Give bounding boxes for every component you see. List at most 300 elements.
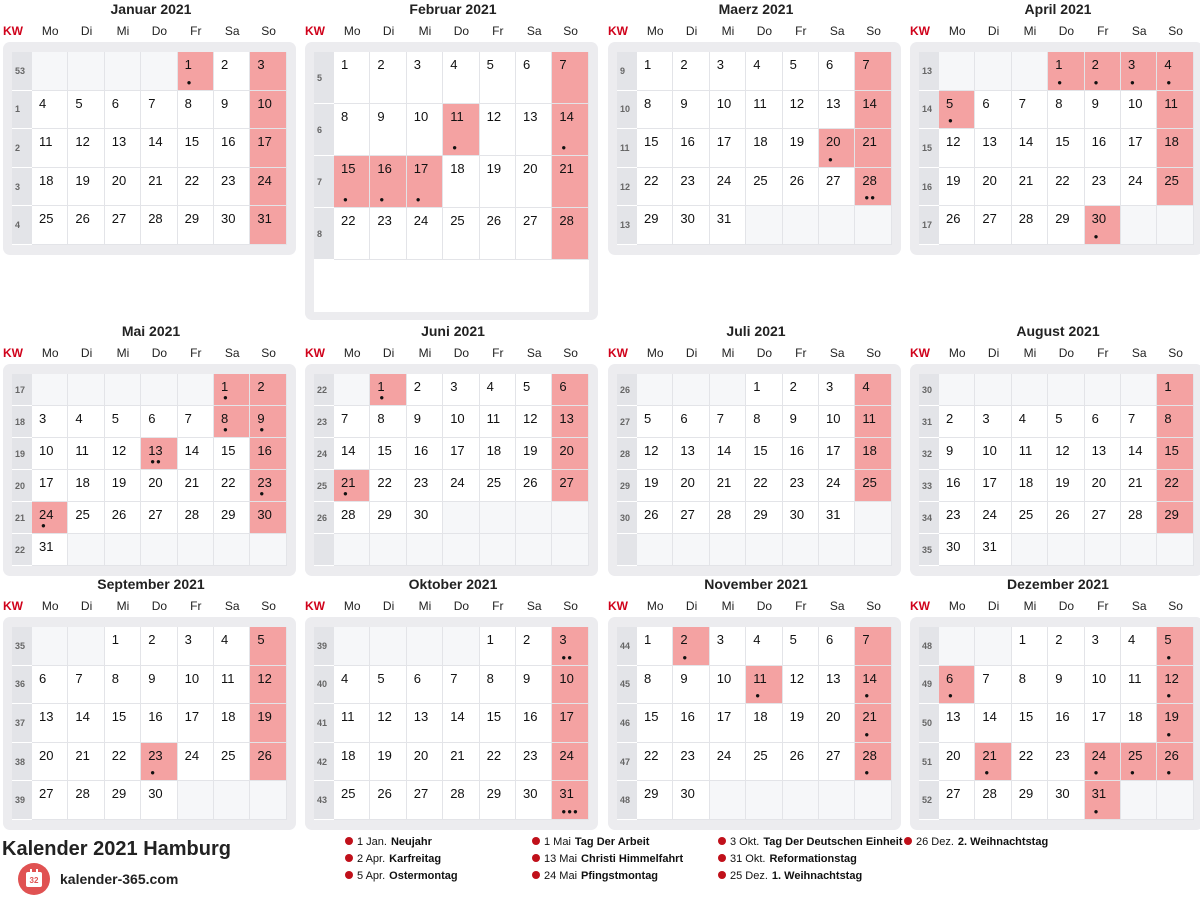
day-cell[interactable]: [141, 502, 177, 534]
holiday-day-cell[interactable]: [552, 208, 588, 260]
day-cell[interactable]: [1012, 91, 1048, 130]
holiday-day-cell[interactable]: [250, 666, 286, 705]
day-cell[interactable]: [480, 374, 516, 406]
day-cell[interactable]: [178, 502, 214, 534]
day-cell[interactable]: [975, 129, 1011, 168]
holiday-day-cell[interactable]: [250, 374, 286, 406]
day-cell[interactable]: [637, 704, 673, 743]
day-cell[interactable]: [939, 168, 975, 207]
holiday-day-cell[interactable]: [552, 374, 588, 406]
day-cell[interactable]: [673, 129, 709, 168]
day-cell[interactable]: [939, 438, 975, 470]
holiday-day-cell[interactable]: [552, 438, 588, 470]
day-cell[interactable]: [516, 52, 552, 104]
holiday-day-cell[interactable]: [552, 743, 588, 782]
day-cell[interactable]: [516, 627, 552, 666]
day-cell[interactable]: [746, 743, 782, 782]
day-cell[interactable]: [407, 104, 443, 156]
day-cell[interactable]: [370, 502, 406, 534]
day-cell[interactable]: [939, 406, 975, 438]
day-cell[interactable]: [214, 52, 250, 91]
day-cell[interactable]: [746, 704, 782, 743]
day-cell[interactable]: [214, 438, 250, 470]
day-cell[interactable]: [1121, 627, 1157, 666]
day-cell[interactable]: [819, 470, 855, 502]
day-cell[interactable]: [1012, 781, 1048, 820]
day-cell[interactable]: [746, 129, 782, 168]
day-cell[interactable]: [68, 666, 104, 705]
day-cell[interactable]: [334, 438, 370, 470]
day-cell[interactable]: [178, 470, 214, 502]
day-cell[interactable]: [1121, 91, 1157, 130]
day-cell[interactable]: [783, 129, 819, 168]
day-cell[interactable]: [1048, 743, 1084, 782]
holiday-day-cell[interactable]: [855, 374, 891, 406]
day-cell[interactable]: [32, 206, 68, 245]
day-cell[interactable]: [746, 406, 782, 438]
holiday-day-cell[interactable]: [1157, 52, 1193, 91]
day-cell[interactable]: [746, 374, 782, 406]
day-cell[interactable]: [746, 91, 782, 130]
day-cell[interactable]: [32, 168, 68, 207]
holiday-day-cell[interactable]: [1157, 406, 1193, 438]
day-cell[interactable]: [480, 156, 516, 208]
day-cell[interactable]: [68, 406, 104, 438]
day-cell[interactable]: [746, 438, 782, 470]
day-cell[interactable]: [32, 438, 68, 470]
day-cell[interactable]: [1085, 627, 1121, 666]
day-cell[interactable]: [443, 52, 479, 104]
day-cell[interactable]: [1085, 704, 1121, 743]
day-cell[interactable]: [819, 704, 855, 743]
day-cell[interactable]: [480, 666, 516, 705]
day-cell[interactable]: [407, 502, 443, 534]
day-cell[interactable]: [975, 206, 1011, 245]
holiday-day-cell[interactable]: [250, 406, 286, 438]
day-cell[interactable]: [141, 627, 177, 666]
day-cell[interactable]: [480, 627, 516, 666]
holiday-day-cell[interactable]: [1157, 374, 1193, 406]
day-cell[interactable]: [105, 91, 141, 130]
holiday-day-cell[interactable]: [552, 470, 588, 502]
holiday-day-cell[interactable]: [552, 704, 588, 743]
day-cell[interactable]: [939, 206, 975, 245]
holiday-day-cell[interactable]: [250, 206, 286, 245]
day-cell[interactable]: [178, 627, 214, 666]
day-cell[interactable]: [516, 104, 552, 156]
holiday-day-cell[interactable]: [1085, 743, 1121, 782]
day-cell[interactable]: [480, 208, 516, 260]
day-cell[interactable]: [673, 206, 709, 245]
day-cell[interactable]: [141, 129, 177, 168]
holiday-day-cell[interactable]: [178, 52, 214, 91]
day-cell[interactable]: [105, 406, 141, 438]
holiday-day-cell[interactable]: [1085, 52, 1121, 91]
day-cell[interactable]: [710, 502, 746, 534]
day-cell[interactable]: [1048, 704, 1084, 743]
day-cell[interactable]: [407, 438, 443, 470]
holiday-day-cell[interactable]: [855, 470, 891, 502]
day-cell[interactable]: [637, 206, 673, 245]
day-cell[interactable]: [178, 438, 214, 470]
day-cell[interactable]: [334, 781, 370, 820]
day-cell[interactable]: [516, 374, 552, 406]
day-cell[interactable]: [480, 52, 516, 104]
day-cell[interactable]: [370, 666, 406, 705]
day-cell[interactable]: [214, 666, 250, 705]
day-cell[interactable]: [1121, 438, 1157, 470]
day-cell[interactable]: [1012, 470, 1048, 502]
day-cell[interactable]: [1085, 168, 1121, 207]
day-cell[interactable]: [214, 627, 250, 666]
day-cell[interactable]: [214, 129, 250, 168]
day-cell[interactable]: [443, 704, 479, 743]
holiday-day-cell[interactable]: [1048, 52, 1084, 91]
day-cell[interactable]: [105, 781, 141, 820]
day-cell[interactable]: [975, 91, 1011, 130]
day-cell[interactable]: [105, 168, 141, 207]
day-cell[interactable]: [783, 374, 819, 406]
holiday-day-cell[interactable]: [855, 168, 891, 207]
day-cell[interactable]: [673, 666, 709, 705]
holiday-day-cell[interactable]: [334, 156, 370, 208]
day-cell[interactable]: [710, 627, 746, 666]
day-cell[interactable]: [1048, 168, 1084, 207]
day-cell[interactable]: [710, 129, 746, 168]
day-cell[interactable]: [32, 704, 68, 743]
day-cell[interactable]: [105, 206, 141, 245]
day-cell[interactable]: [178, 666, 214, 705]
day-cell[interactable]: [1012, 743, 1048, 782]
holiday-day-cell[interactable]: [939, 666, 975, 705]
day-cell[interactable]: [480, 704, 516, 743]
day-cell[interactable]: [1121, 704, 1157, 743]
day-cell[interactable]: [370, 104, 406, 156]
day-cell[interactable]: [673, 91, 709, 130]
day-cell[interactable]: [819, 91, 855, 130]
day-cell[interactable]: [178, 743, 214, 782]
holiday-day-cell[interactable]: [250, 52, 286, 91]
day-cell[interactable]: [819, 627, 855, 666]
holiday-day-cell[interactable]: [552, 666, 588, 705]
day-cell[interactable]: [746, 502, 782, 534]
day-cell[interactable]: [1048, 470, 1084, 502]
day-cell[interactable]: [105, 704, 141, 743]
day-cell[interactable]: [939, 743, 975, 782]
day-cell[interactable]: [480, 438, 516, 470]
day-cell[interactable]: [939, 470, 975, 502]
holiday-day-cell[interactable]: [1157, 502, 1193, 534]
day-cell[interactable]: [516, 208, 552, 260]
day-cell[interactable]: [1121, 168, 1157, 207]
day-cell[interactable]: [68, 704, 104, 743]
day-cell[interactable]: [214, 502, 250, 534]
day-cell[interactable]: [334, 502, 370, 534]
day-cell[interactable]: [746, 627, 782, 666]
day-cell[interactable]: [214, 743, 250, 782]
holiday-day-cell[interactable]: [855, 627, 891, 666]
holiday-day-cell[interactable]: [819, 129, 855, 168]
day-cell[interactable]: [370, 743, 406, 782]
day-cell[interactable]: [370, 406, 406, 438]
day-cell[interactable]: [1012, 666, 1048, 705]
holiday-day-cell[interactable]: [1157, 168, 1193, 207]
day-cell[interactable]: [178, 129, 214, 168]
day-cell[interactable]: [480, 104, 516, 156]
day-cell[interactable]: [637, 129, 673, 168]
day-cell[interactable]: [783, 666, 819, 705]
day-cell[interactable]: [178, 704, 214, 743]
day-cell[interactable]: [746, 470, 782, 502]
day-cell[interactable]: [68, 168, 104, 207]
holiday-day-cell[interactable]: [552, 104, 588, 156]
day-cell[interactable]: [819, 502, 855, 534]
day-cell[interactable]: [783, 438, 819, 470]
day-cell[interactable]: [407, 374, 443, 406]
holiday-day-cell[interactable]: [746, 666, 782, 705]
day-cell[interactable]: [370, 438, 406, 470]
day-cell[interactable]: [214, 91, 250, 130]
holiday-day-cell[interactable]: [855, 666, 891, 705]
holiday-day-cell[interactable]: [1085, 781, 1121, 820]
holiday-day-cell[interactable]: [1157, 743, 1193, 782]
holiday-day-cell[interactable]: [250, 704, 286, 743]
day-cell[interactable]: [370, 52, 406, 104]
day-cell[interactable]: [783, 470, 819, 502]
day-cell[interactable]: [819, 406, 855, 438]
holiday-day-cell[interactable]: [939, 91, 975, 130]
holiday-day-cell[interactable]: [552, 627, 588, 666]
day-cell[interactable]: [214, 168, 250, 207]
day-cell[interactable]: [178, 168, 214, 207]
day-cell[interactable]: [819, 666, 855, 705]
day-cell[interactable]: [141, 91, 177, 130]
day-cell[interactable]: [407, 781, 443, 820]
day-cell[interactable]: [443, 156, 479, 208]
holiday-day-cell[interactable]: [214, 406, 250, 438]
day-cell[interactable]: [334, 666, 370, 705]
day-cell[interactable]: [141, 781, 177, 820]
holiday-day-cell[interactable]: [855, 91, 891, 130]
day-cell[interactable]: [1012, 627, 1048, 666]
day-cell[interactable]: [1048, 91, 1084, 130]
day-cell[interactable]: [214, 704, 250, 743]
day-cell[interactable]: [443, 666, 479, 705]
day-cell[interactable]: [939, 502, 975, 534]
day-cell[interactable]: [141, 206, 177, 245]
site-link[interactable]: kalender-365.com: [60, 871, 179, 887]
day-cell[interactable]: [710, 470, 746, 502]
holiday-day-cell[interactable]: [1121, 52, 1157, 91]
day-cell[interactable]: [1121, 470, 1157, 502]
day-cell[interactable]: [480, 470, 516, 502]
day-cell[interactable]: [939, 704, 975, 743]
holiday-day-cell[interactable]: [214, 374, 250, 406]
holiday-day-cell[interactable]: [855, 704, 891, 743]
holiday-day-cell[interactable]: [250, 438, 286, 470]
day-cell[interactable]: [1085, 666, 1121, 705]
day-cell[interactable]: [710, 704, 746, 743]
day-cell[interactable]: [1012, 129, 1048, 168]
day-cell[interactable]: [1121, 129, 1157, 168]
day-cell[interactable]: [710, 406, 746, 438]
holiday-day-cell[interactable]: [1085, 206, 1121, 245]
day-cell[interactable]: [68, 91, 104, 130]
holiday-day-cell[interactable]: [855, 743, 891, 782]
day-cell[interactable]: [819, 374, 855, 406]
day-cell[interactable]: [710, 206, 746, 245]
holiday-day-cell[interactable]: [1157, 704, 1193, 743]
day-cell[interactable]: [334, 52, 370, 104]
day-cell[interactable]: [407, 470, 443, 502]
day-cell[interactable]: [1048, 438, 1084, 470]
day-cell[interactable]: [975, 534, 1011, 566]
day-cell[interactable]: [783, 743, 819, 782]
day-cell[interactable]: [334, 704, 370, 743]
day-cell[interactable]: [673, 438, 709, 470]
day-cell[interactable]: [370, 208, 406, 260]
day-cell[interactable]: [407, 52, 443, 104]
holiday-day-cell[interactable]: [250, 129, 286, 168]
day-cell[interactable]: [746, 52, 782, 91]
holiday-day-cell[interactable]: [1157, 438, 1193, 470]
day-cell[interactable]: [105, 129, 141, 168]
day-cell[interactable]: [1121, 502, 1157, 534]
day-cell[interactable]: [637, 168, 673, 207]
day-cell[interactable]: [68, 743, 104, 782]
holiday-day-cell[interactable]: [552, 156, 588, 208]
day-cell[interactable]: [68, 438, 104, 470]
day-cell[interactable]: [975, 470, 1011, 502]
day-cell[interactable]: [68, 206, 104, 245]
day-cell[interactable]: [1085, 470, 1121, 502]
day-cell[interactable]: [939, 129, 975, 168]
holiday-day-cell[interactable]: [334, 470, 370, 502]
day-cell[interactable]: [214, 470, 250, 502]
day-cell[interactable]: [334, 743, 370, 782]
holiday-day-cell[interactable]: [1157, 91, 1193, 130]
day-cell[interactable]: [141, 470, 177, 502]
day-cell[interactable]: [516, 438, 552, 470]
day-cell[interactable]: [516, 704, 552, 743]
day-cell[interactable]: [68, 502, 104, 534]
day-cell[interactable]: [783, 406, 819, 438]
day-cell[interactable]: [32, 781, 68, 820]
day-cell[interactable]: [443, 781, 479, 820]
day-cell[interactable]: [673, 470, 709, 502]
day-cell[interactable]: [710, 168, 746, 207]
day-cell[interactable]: [105, 470, 141, 502]
day-cell[interactable]: [443, 208, 479, 260]
day-cell[interactable]: [710, 666, 746, 705]
holiday-day-cell[interactable]: [552, 406, 588, 438]
day-cell[interactable]: [673, 704, 709, 743]
day-cell[interactable]: [105, 627, 141, 666]
day-cell[interactable]: [819, 168, 855, 207]
holiday-day-cell[interactable]: [370, 156, 406, 208]
day-cell[interactable]: [105, 438, 141, 470]
day-cell[interactable]: [975, 168, 1011, 207]
day-cell[interactable]: [443, 438, 479, 470]
day-cell[interactable]: [334, 104, 370, 156]
holiday-day-cell[interactable]: [1121, 743, 1157, 782]
day-cell[interactable]: [214, 206, 250, 245]
day-cell[interactable]: [637, 470, 673, 502]
holiday-day-cell[interactable]: [1157, 666, 1193, 705]
day-cell[interactable]: [105, 666, 141, 705]
day-cell[interactable]: [32, 743, 68, 782]
day-cell[interactable]: [783, 502, 819, 534]
holiday-day-cell[interactable]: [250, 168, 286, 207]
day-cell[interactable]: [1012, 438, 1048, 470]
day-cell[interactable]: [710, 91, 746, 130]
day-cell[interactable]: [1085, 406, 1121, 438]
day-cell[interactable]: [939, 781, 975, 820]
day-cell[interactable]: [975, 406, 1011, 438]
day-cell[interactable]: [637, 91, 673, 130]
day-cell[interactable]: [1121, 406, 1157, 438]
holiday-day-cell[interactable]: [141, 743, 177, 782]
day-cell[interactable]: [1048, 781, 1084, 820]
day-cell[interactable]: [975, 704, 1011, 743]
day-cell[interactable]: [710, 52, 746, 91]
day-cell[interactable]: [32, 91, 68, 130]
day-cell[interactable]: [673, 502, 709, 534]
day-cell[interactable]: [1121, 666, 1157, 705]
day-cell[interactable]: [819, 438, 855, 470]
day-cell[interactable]: [637, 438, 673, 470]
day-cell[interactable]: [746, 168, 782, 207]
day-cell[interactable]: [975, 438, 1011, 470]
day-cell[interactable]: [975, 502, 1011, 534]
holiday-day-cell[interactable]: [250, 502, 286, 534]
day-cell[interactable]: [443, 406, 479, 438]
day-cell[interactable]: [141, 406, 177, 438]
day-cell[interactable]: [516, 406, 552, 438]
day-cell[interactable]: [819, 52, 855, 91]
holiday-day-cell[interactable]: [407, 156, 443, 208]
holiday-day-cell[interactable]: [250, 627, 286, 666]
day-cell[interactable]: [516, 666, 552, 705]
day-cell[interactable]: [673, 168, 709, 207]
day-cell[interactable]: [141, 704, 177, 743]
day-cell[interactable]: [1085, 129, 1121, 168]
day-cell[interactable]: [141, 168, 177, 207]
day-cell[interactable]: [178, 206, 214, 245]
day-cell[interactable]: [1012, 502, 1048, 534]
day-cell[interactable]: [68, 129, 104, 168]
day-cell[interactable]: [1085, 502, 1121, 534]
day-cell[interactable]: [516, 781, 552, 820]
holiday-day-cell[interactable]: [552, 781, 588, 820]
day-cell[interactable]: [407, 666, 443, 705]
holiday-day-cell[interactable]: [855, 406, 891, 438]
day-cell[interactable]: [32, 406, 68, 438]
day-cell[interactable]: [516, 743, 552, 782]
day-cell[interactable]: [673, 52, 709, 91]
holiday-day-cell[interactable]: [552, 52, 588, 104]
day-cell[interactable]: [480, 781, 516, 820]
day-cell[interactable]: [1048, 129, 1084, 168]
day-cell[interactable]: [710, 438, 746, 470]
holiday-day-cell[interactable]: [32, 502, 68, 534]
day-cell[interactable]: [443, 470, 479, 502]
day-cell[interactable]: [141, 666, 177, 705]
day-cell[interactable]: [516, 156, 552, 208]
day-cell[interactable]: [32, 666, 68, 705]
day-cell[interactable]: [939, 534, 975, 566]
holiday-day-cell[interactable]: [673, 627, 709, 666]
